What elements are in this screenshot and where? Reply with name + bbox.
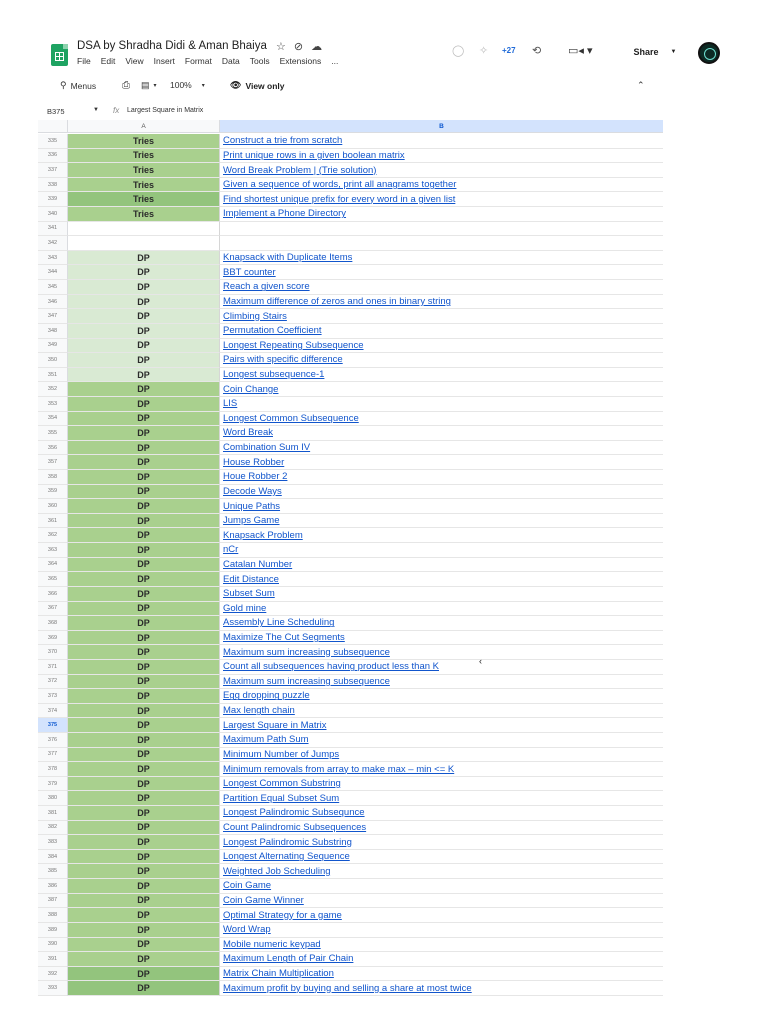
view-only-badge[interactable]: [230, 80, 285, 91]
table-row: [38, 645, 663, 660]
sheets-logo-icon[interactable]: [51, 44, 68, 66]
column-header-b[interactable]: B: [220, 120, 663, 133]
cell-topic[interactable]: DP: [68, 382, 220, 397]
row-number[interactable]: 348: [38, 324, 68, 339]
cell-problem-link[interactable]: Optimal Strategy for a game: [220, 908, 663, 923]
row-number[interactable]: 392: [38, 967, 68, 982]
table-row: [38, 981, 663, 996]
row-number[interactable]: 365: [38, 572, 68, 587]
table-row: [38, 748, 663, 763]
row-number[interactable]: 341: [38, 222, 68, 237]
row-number[interactable]: 372: [38, 675, 68, 690]
menu-format[interactable]: Format: [184, 56, 212, 66]
cell-problem-link[interactable]: Implement a Phone Directory: [220, 207, 663, 222]
row-number[interactable]: 384: [38, 850, 68, 865]
menus-label: Menus: [70, 80, 97, 91]
cell-problem-link[interactable]: Find shortest unique prefix for every word in a given list: [220, 192, 663, 207]
cell-problem-link[interactable]: Edit Distance: [220, 572, 663, 587]
cell-problem-link[interactable]: Assembly Line Scheduling: [220, 616, 663, 631]
cell-topic[interactable]: DP: [68, 295, 220, 310]
table-row: [38, 791, 663, 806]
table-row: [38, 733, 663, 748]
cell-problem-link[interactable]: Maximize The Cut Segments: [220, 631, 663, 646]
title-icons: [276, 40, 322, 53]
row-number[interactable]: 368: [38, 616, 68, 631]
table-row: [38, 441, 663, 456]
table-row: [38, 382, 663, 397]
table-row: [38, 192, 663, 207]
row-number[interactable]: 378: [38, 762, 68, 777]
cell-problem-link[interactable]: Print unique rows in a given boolean matrix: [220, 149, 663, 164]
cell-problem-link[interactable]: nCr: [220, 543, 663, 558]
cell-topic[interactable]: DP: [68, 397, 220, 412]
row-number[interactable]: 371: [38, 660, 68, 675]
row-number[interactable]: 362: [38, 528, 68, 543]
row-number[interactable]: 356: [38, 441, 68, 456]
move-folder-icon[interactable]: ⊘: [293, 41, 304, 53]
cell-problem-link[interactable]: Climbing Stairs: [220, 309, 663, 324]
formula-input[interactable]: Largest Square in Matrix: [127, 107, 204, 114]
cell-problem-link[interactable]: Maximum difference of zeros and ones in binary string: [220, 295, 663, 310]
row-number[interactable]: 360: [38, 499, 68, 514]
cell-topic[interactable]: [68, 236, 220, 251]
row-number[interactable]: 375: [38, 718, 68, 733]
menu-insert[interactable]: Insert: [153, 56, 175, 66]
table-row: [38, 324, 663, 339]
table-row: [38, 368, 663, 383]
cell-problem-link[interactable]: Partition Equal Subset Sum: [220, 791, 663, 806]
cell-topic[interactable]: DP: [68, 733, 220, 748]
cell-topic[interactable]: DP: [68, 587, 220, 602]
cell-topic[interactable]: DP: [68, 981, 220, 996]
avatar[interactable]: [698, 42, 720, 64]
table-row: [38, 499, 663, 514]
row-number[interactable]: 373: [38, 689, 68, 704]
cell-topic[interactable]: DP: [68, 952, 220, 967]
cell-problem-link[interactable]: Permutation Coefficient: [220, 324, 663, 339]
cell-problem-link[interactable]: Reach a given score: [220, 280, 663, 295]
row-number[interactable]: 393: [38, 981, 68, 996]
menu-tools[interactable]: Tools: [249, 56, 270, 66]
row-number[interactable]: 389: [38, 923, 68, 938]
cell-topic[interactable]: DP: [68, 718, 220, 733]
cell-topic[interactable]: DP: [68, 821, 220, 836]
zoom-value: 100%: [170, 80, 192, 90]
row-number[interactable]: 353: [38, 397, 68, 412]
cell-problem-link[interactable]: Subset Sum: [220, 587, 663, 602]
table-row: [38, 309, 663, 324]
cell-topic[interactable]: [68, 222, 220, 237]
cell-problem-link[interactable]: Combination Sum IV: [220, 441, 663, 456]
table-row: [38, 265, 663, 280]
cell-problem-link[interactable]: Largest Square in Matrix: [220, 718, 663, 733]
cell-problem-link[interactable]: Matrix Chain Multiplication: [220, 967, 663, 982]
cell-topic[interactable]: DP: [68, 631, 220, 646]
row-number[interactable]: 349: [38, 339, 68, 354]
cell-topic[interactable]: DP: [68, 426, 220, 441]
fx-icon: fx: [113, 106, 120, 115]
cell-topic[interactable]: DP: [68, 894, 220, 909]
row-number[interactable]: 352: [38, 382, 68, 397]
table-row: [38, 572, 663, 587]
table-row: [38, 280, 663, 295]
cell-topic[interactable]: DP: [68, 514, 220, 529]
cell-topic[interactable]: DP: [68, 806, 220, 821]
cell-topic[interactable]: DP: [68, 309, 220, 324]
row-number[interactable]: 361: [38, 514, 68, 529]
table-row: [38, 514, 663, 529]
row-number[interactable]: 369: [38, 631, 68, 646]
table-row: [38, 967, 663, 982]
cell-topic[interactable]: DP: [68, 645, 220, 660]
row-number[interactable]: 377: [38, 748, 68, 763]
cell-topic[interactable]: DP: [68, 412, 220, 427]
menu-extensions[interactable]: Extensions: [279, 56, 322, 66]
table-row: [38, 821, 663, 836]
cell-topic[interactable]: DP: [68, 528, 220, 543]
eye-icon: 👁: [230, 80, 242, 90]
table-row: [38, 149, 663, 164]
row-number[interactable]: 354: [38, 412, 68, 427]
presence-icon[interactable]: ◯: [452, 45, 465, 57]
cell-topic[interactable]: DP: [68, 660, 220, 675]
menus-search[interactable]: [60, 80, 96, 91]
row-number[interactable]: 342: [38, 236, 68, 251]
cell-topic[interactable]: DP: [68, 339, 220, 354]
cell-problem-link[interactable]: Word Break Problem | (Trie solution): [220, 163, 663, 178]
cell-problem-link[interactable]: LIS: [220, 397, 663, 412]
row-number[interactable]: 363: [38, 543, 68, 558]
cell-topic[interactable]: DP: [68, 602, 220, 617]
row-number[interactable]: 370: [38, 645, 68, 660]
name-box[interactable]: B375: [47, 107, 65, 116]
cell-problem-link[interactable]: [220, 236, 663, 251]
table-row: [38, 528, 663, 543]
table-row: [38, 762, 663, 777]
row-number[interactable]: 385: [38, 864, 68, 879]
table-row: [38, 718, 663, 733]
table-row: [38, 806, 663, 821]
table-row: [38, 602, 663, 617]
cell-problem-link[interactable]: Coin Game: [220, 879, 663, 894]
cell-topic[interactable]: DP: [68, 251, 220, 266]
cell-problem-link[interactable]: Given a sequence of words, print all anagrams together: [220, 178, 663, 193]
cell-topic[interactable]: DP: [68, 850, 220, 865]
chevron-down-icon[interactable]: ▼: [93, 107, 99, 113]
cell-topic[interactable]: Tries: [68, 178, 220, 193]
cell-topic[interactable]: DP: [68, 485, 220, 500]
row-number[interactable]: 340: [38, 207, 68, 222]
cell-topic[interactable]: Tries: [68, 163, 220, 178]
menu-edit[interactable]: Edit: [100, 56, 116, 66]
cell-problem-link[interactable]: Word Break: [220, 426, 663, 441]
cell-problem-link[interactable]: Maximum Path Sum: [220, 733, 663, 748]
cell-topic[interactable]: DP: [68, 572, 220, 587]
table-row: [38, 835, 663, 850]
meet-icon[interactable]: ▭◂ ▾: [568, 45, 593, 57]
chevron-up-icon: ⌃: [637, 80, 645, 90]
table-row: [38, 295, 663, 310]
column-headers: [38, 120, 663, 133]
table-row: [38, 426, 663, 441]
row-number[interactable]: 344: [38, 265, 68, 280]
row-number[interactable]: 359: [38, 485, 68, 500]
share-label: Share: [633, 47, 659, 57]
table-row: [38, 660, 663, 675]
cell-problem-link[interactable]: Unique Paths: [220, 499, 663, 514]
row-number[interactable]: 387: [38, 894, 68, 909]
row-number[interactable]: 337: [38, 163, 68, 178]
row-number[interactable]: 335: [38, 134, 68, 149]
row-number[interactable]: 350: [38, 353, 68, 368]
table-row: [38, 894, 663, 909]
table-row: [38, 908, 663, 923]
table-row: [38, 675, 663, 690]
cell-topic[interactable]: DP: [68, 441, 220, 456]
table-row: [38, 339, 663, 354]
zoom-select[interactable]: [170, 80, 205, 90]
table-row: [38, 470, 663, 485]
cell-problem-link[interactable]: Longest Alternating Sequence: [220, 850, 663, 865]
table-row: [38, 353, 663, 368]
cell-topic[interactable]: DP: [68, 368, 220, 383]
menu-data[interactable]: Data: [221, 56, 240, 66]
cell-problem-link[interactable]: Maximum profit by buying and selling a share at most twice: [220, 981, 663, 996]
table-row: [38, 163, 663, 178]
cell-topic[interactable]: DP: [68, 558, 220, 573]
row-number[interactable]: 376: [38, 733, 68, 748]
row-number[interactable]: 391: [38, 952, 68, 967]
table-row: [38, 178, 663, 193]
row-number[interactable]: 380: [38, 791, 68, 806]
cell-problem-link[interactable]: Minimum Number of Jumps: [220, 748, 663, 763]
print-button[interactable]: [122, 80, 130, 91]
cell-problem-link[interactable]: Knapsack Problem: [220, 528, 663, 543]
table-row: [38, 412, 663, 427]
cell-topic[interactable]: DP: [68, 923, 220, 938]
cloud-status-icon[interactable]: ☁: [311, 41, 323, 53]
cell-problem-link[interactable]: Minimum removals from array to make max – min <= K: [220, 762, 663, 777]
row-number[interactable]: 374: [38, 704, 68, 719]
table-row: [38, 952, 663, 967]
cell-problem-link[interactable]: Maximum Length of Pair Chain: [220, 952, 663, 967]
cell-problem-link[interactable]: Max length chain: [220, 704, 663, 719]
paint-format-icon: ▤: [141, 80, 150, 90]
cell-topic[interactable]: DP: [68, 324, 220, 339]
collaborator-count[interactable]: +27: [502, 46, 516, 55]
row-number[interactable]: 366: [38, 587, 68, 602]
cell-topic[interactable]: DP: [68, 543, 220, 558]
cell-problem-link[interactable]: Mobile numeric keypad: [220, 938, 663, 953]
table-row: [38, 251, 663, 266]
cell-topic[interactable]: DP: [68, 689, 220, 704]
cell-problem-link[interactable]: Gold mine: [220, 602, 663, 617]
cell-topic[interactable]: DP: [68, 864, 220, 879]
cell-problem-link[interactable]: Longest Common Subsequence: [220, 412, 663, 427]
cell-problem-link[interactable]: Longest Common Substring: [220, 777, 663, 792]
cell-topic[interactable]: DP: [68, 777, 220, 792]
cell-topic[interactable]: DP: [68, 499, 220, 514]
paint-format-button[interactable]: [141, 80, 157, 91]
cell-topic[interactable]: Tries: [68, 192, 220, 207]
cell-problem-link[interactable]: BBT counter: [220, 265, 663, 280]
title-bar: [0, 0, 768, 74]
cell-problem-link[interactable]: Egg dropping puzzle: [220, 689, 663, 704]
cell-problem-link[interactable]: Knapsack with Duplicate Items: [220, 251, 663, 266]
row-number[interactable]: 390: [38, 938, 68, 953]
cell-topic[interactable]: DP: [68, 938, 220, 953]
row-number[interactable]: 343: [38, 251, 68, 266]
toolbar: [0, 76, 768, 98]
row-number[interactable]: 364: [38, 558, 68, 573]
cell-problem-link[interactable]: Count Palindromic Subsequences: [220, 821, 663, 836]
row-number[interactable]: 379: [38, 777, 68, 792]
table-row: [38, 704, 663, 719]
cell-problem-link[interactable]: Word Wrap: [220, 923, 663, 938]
cell-topic[interactable]: DP: [68, 353, 220, 368]
row-number[interactable]: 386: [38, 879, 68, 894]
cell-problem-link[interactable]: Maximum sum increasing subsequence: [220, 675, 663, 690]
cell-problem-link[interactable]: Maximum sum increasing subsequence: [220, 645, 663, 660]
table-row: [38, 850, 663, 865]
cell-problem-link[interactable]: Catalan Number: [220, 558, 663, 573]
table-row: [38, 938, 663, 953]
table-row: [38, 134, 663, 149]
row-number[interactable]: 367: [38, 602, 68, 617]
cell-problem-link[interactable]: Coin Game Winner: [220, 894, 663, 909]
cell-topic[interactable]: Tries: [68, 149, 220, 164]
cell-topic[interactable]: DP: [68, 616, 220, 631]
chevron-down-icon[interactable]: ▼: [670, 49, 677, 55]
history-icon[interactable]: ⟲: [532, 45, 542, 57]
row-number[interactable]: 358: [38, 470, 68, 485]
row-number[interactable]: 383: [38, 835, 68, 850]
table-row: [38, 923, 663, 938]
table-row: [38, 455, 663, 470]
cell-topic[interactable]: Tries: [68, 134, 220, 149]
column-header-a[interactable]: A: [68, 120, 220, 133]
cell-topic[interactable]: DP: [68, 265, 220, 280]
menu-file[interactable]: File: [77, 56, 91, 66]
menu-bar: [77, 56, 338, 66]
select-all-corner[interactable]: [38, 120, 68, 133]
cell-topic[interactable]: DP: [68, 791, 220, 806]
cell-problem-link[interactable]: Count all subsequences having product less than K: [220, 660, 663, 675]
table-row: [38, 543, 663, 558]
table-row: [38, 222, 663, 237]
row-number[interactable]: 338: [38, 178, 68, 193]
cell-topic[interactable]: DP: [68, 748, 220, 763]
table-row: [38, 397, 663, 412]
chevron-down-icon: ▾: [153, 83, 157, 89]
view-only-label: View only: [245, 80, 285, 91]
cell-topic[interactable]: DP: [68, 967, 220, 982]
share-button[interactable]: [624, 40, 686, 64]
row-number[interactable]: 346: [38, 295, 68, 310]
cell-problem-link[interactable]: Pairs with specific difference: [220, 353, 663, 368]
row-number[interactable]: 388: [38, 908, 68, 923]
cell-topic[interactable]: DP: [68, 280, 220, 295]
cell-topic[interactable]: DP: [68, 704, 220, 719]
table-row: [38, 864, 663, 879]
table-row: [38, 485, 663, 500]
cell-problem-link[interactable]: [220, 222, 663, 237]
table-row: [38, 689, 663, 704]
star-icon[interactable]: ☆: [276, 41, 286, 53]
cell-topic[interactable]: DP: [68, 908, 220, 923]
cell-problem-link[interactable]: Houe Robber 2: [220, 470, 663, 485]
cell-problem-link[interactable]: Longest Palindromic Substring: [220, 835, 663, 850]
cell-topic[interactable]: Tries: [68, 207, 220, 222]
cell-problem-link[interactable]: House Robber: [220, 455, 663, 470]
table-row: [38, 236, 663, 251]
row-number[interactable]: 339: [38, 192, 68, 207]
search-icon: ⚲: [60, 80, 67, 90]
mouse-cursor-icon: ‹: [479, 656, 482, 666]
table-row: [38, 631, 663, 646]
cell-topic[interactable]: DP: [68, 879, 220, 894]
menu-view[interactable]: View: [125, 56, 144, 66]
row-number[interactable]: 355: [38, 426, 68, 441]
cell-problem-link[interactable]: Decode Ways: [220, 485, 663, 500]
collapse-toolbar-button[interactable]: [637, 80, 645, 91]
cell-problem-link[interactable]: Coin Change: [220, 382, 663, 397]
cell-problem-link[interactable]: Longest Repeating Subsequence: [220, 339, 663, 354]
cell-topic[interactable]: DP: [68, 835, 220, 850]
table-row: [38, 879, 663, 894]
chevron-down-icon: ▾: [201, 82, 205, 89]
formula-bar: [0, 104, 768, 120]
table-row: [38, 587, 663, 602]
row-number[interactable]: 345: [38, 280, 68, 295]
rows-container: [38, 134, 663, 996]
table-row: [38, 777, 663, 792]
cell-problem-link[interactable]: Construct a trie from scratch: [220, 134, 663, 149]
cell-topic[interactable]: DP: [68, 455, 220, 470]
cell-problem-link[interactable]: Weighted Job Scheduling: [220, 864, 663, 879]
print-icon: ⎙: [122, 80, 130, 91]
gemini-icon[interactable]: ✧: [479, 45, 489, 57]
menu-more[interactable]: ...: [331, 56, 339, 66]
row-number[interactable]: 336: [38, 149, 68, 164]
row-number[interactable]: 357: [38, 455, 68, 470]
cell-topic[interactable]: DP: [68, 762, 220, 777]
row-number[interactable]: 347: [38, 309, 68, 324]
table-row: [38, 558, 663, 573]
table-row: [38, 207, 663, 222]
table-row: [38, 616, 663, 631]
cell-problem-link[interactable]: Longest Palindromic Subsequnce: [220, 806, 663, 821]
cell-problem-link[interactable]: Jumps Game: [220, 514, 663, 529]
document-title[interactable]: DSA by Shradha Didi & Aman Bhaiya: [77, 40, 267, 52]
row-number[interactable]: 382: [38, 821, 68, 836]
cell-topic[interactable]: DP: [68, 675, 220, 690]
row-number[interactable]: 381: [38, 806, 68, 821]
cell-topic[interactable]: DP: [68, 470, 220, 485]
row-number[interactable]: 351: [38, 368, 68, 383]
cell-problem-link[interactable]: Longest subsequence-1: [220, 368, 663, 383]
